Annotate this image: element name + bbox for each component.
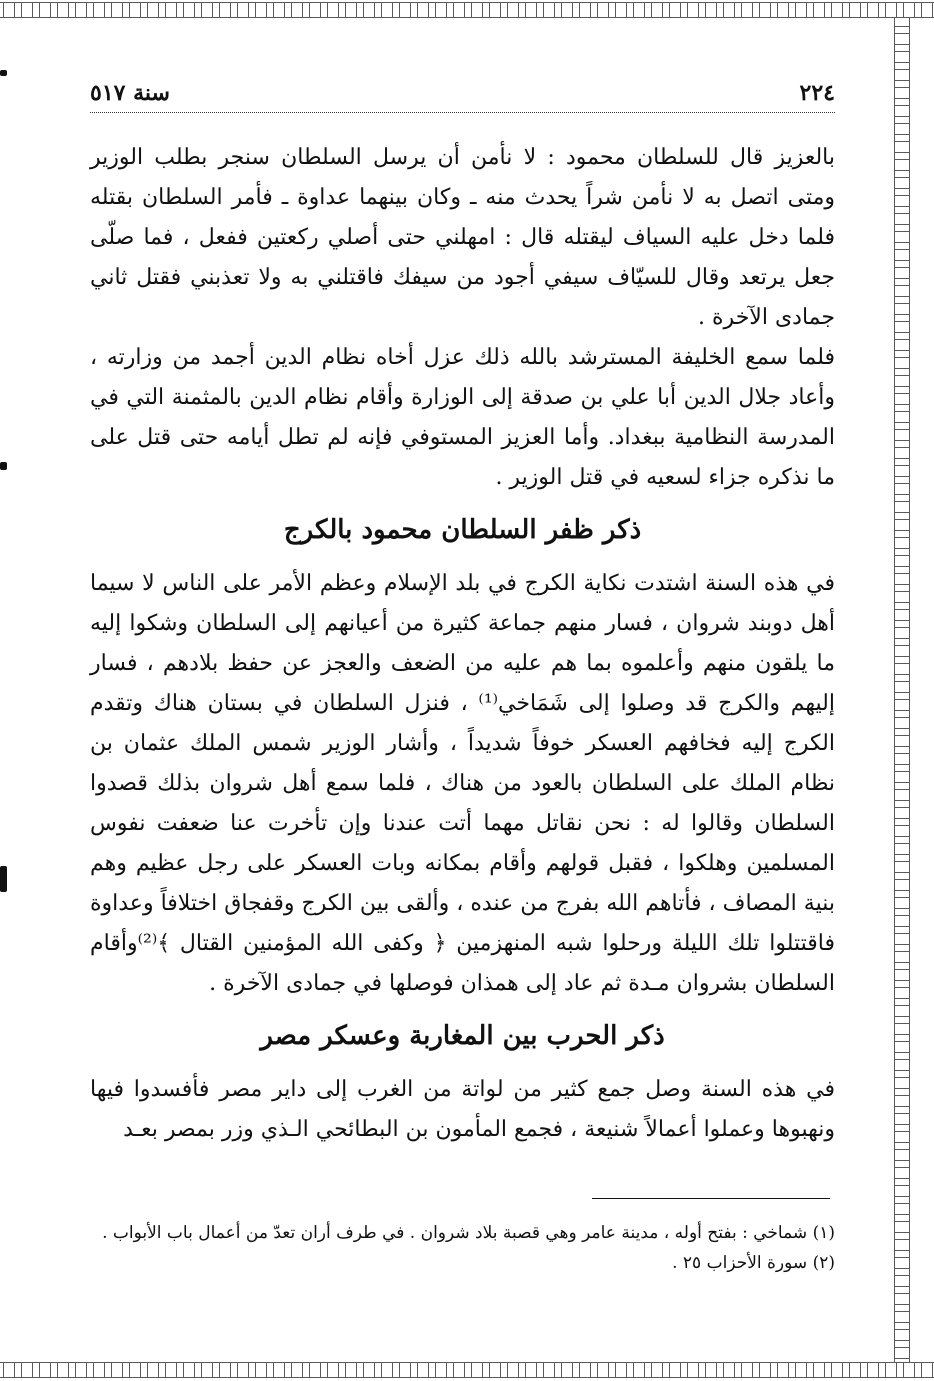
year-label: سنة ٥١٧ (90, 80, 170, 106)
bottom-decorative-border (0, 1362, 934, 1378)
right-decorative-border (894, 18, 910, 1362)
section-heading: ذكر الحرب بين المغاربة وعسكر مصر (260, 1021, 665, 1051)
margin-mark (0, 866, 7, 892)
paragraph: في هذه السنة وصل جمع كثير من لواتة من الغرب إلى داير مصر فأفسدوا فيها ونهبوها وعملوا أعمالاً شنيعة ، فجمع المأمون بن البطائحي الـذي وزر بمصر بعـد (90, 1077, 835, 1142)
margin-mark (0, 462, 7, 470)
section-heading: ذكر ظفر السلطان محمود بالكرج (283, 515, 642, 545)
top-decorative-border (0, 2, 934, 18)
paragraph: في هذه السنة اشتدت نكاية الكرج في بلد الإسلام وعظم الأمر على الناس لا سيما أهل دوبند شروان ، فسار منهم جماعة كثيرة من أعيانهم إلى السلطان وشكوا إليه ما يلقون منهم وأعلموه بما هم عليه من الضعف والعجز عن حفظ بلادهم ، فسار إليهم والكرج قد وصلوا إلى شَمَاخي⁽¹⁾ ، فنزل السلطان في بستان هناك وتقدم الكرج إليه فخافهم العسكر خوفاً شديداً ، وأشار الوزير شمس الملك عثمان بن نظام الملك على السلطان بالعود من هناك ، فلما سمع أهل شروان بذلك قصدوا السلطان وقالوا له : نحن نقاتل مهما أتت عندنا وإن تأخرت عنا ضعفت نفوس المسلمين وهلكوا ، فقبل قولهم وأقام بمكانه وبات العسكر على رجل عظيم وهم بنية المصاف ، فأتاهم الله بفرج من عنده ، وألقى بين الكرج وقفجاق اختلافاً وعداوة فاقتتلوا تلك الليلة ورحلوا شبه المنهزمين ﴿ وكفى الله المؤمنين القتال ﴾⁽²⁾وأقام السلطان بشروان مـدة ثم عاد إلى همذان فوصلها في جمادى الآخرة . (90, 571, 836, 996)
paragraph: بالعزيز قال للسلطان محمود : لا نأمن أن يرسل السلطان سنجر بطلب الوزير ومتى اتصل به لا نأمن شراً يحدث منه ـ وكان بينهما عداوة ـ فأمر السلطان بقتله فلما دخل عليه السياف ليقتله قال : امهلني حتى أصلي ركعتين ففعل ، فما صلّى جعل يرتعد وقال للسيّاف سيفي أجود من سيفك فاقتلني به ولا تعذبني فقتل ثاني جمادى الآخرة . (90, 145, 835, 330)
footnote: (١) شماخي : بفتح أوله ، مدينة عامر وهي قصبة بلاد شروان . في طرف أران تعدّ من أعمال باب الأبواب . (102, 1223, 835, 1243)
footnotes (90, 1218, 835, 1278)
running-header (90, 80, 835, 113)
main-text (90, 138, 835, 1150)
page-number: ٢٢٤ (799, 80, 835, 106)
margin-mark (0, 70, 7, 76)
footnote: (٢) سورة الأحزاب ٢٥ . (672, 1253, 835, 1273)
paragraph: فلما سمع الخليفة المسترشد بالله ذلك عزل أخاه نظام الدين أجمد من وزارته ، وأعاد جلال الدين أبا علي بن صدقة إلى الوزارة وأقام نظام الدين بالمثمنة التي في المدرسة النظامية ببغداد. وأما العزيز المستوفي فإنه لم تطل أيامه حتى قتل على ما نذكره جزاء لسعيه في قتل الوزير . (90, 345, 836, 490)
footnote-separator (592, 1198, 830, 1199)
